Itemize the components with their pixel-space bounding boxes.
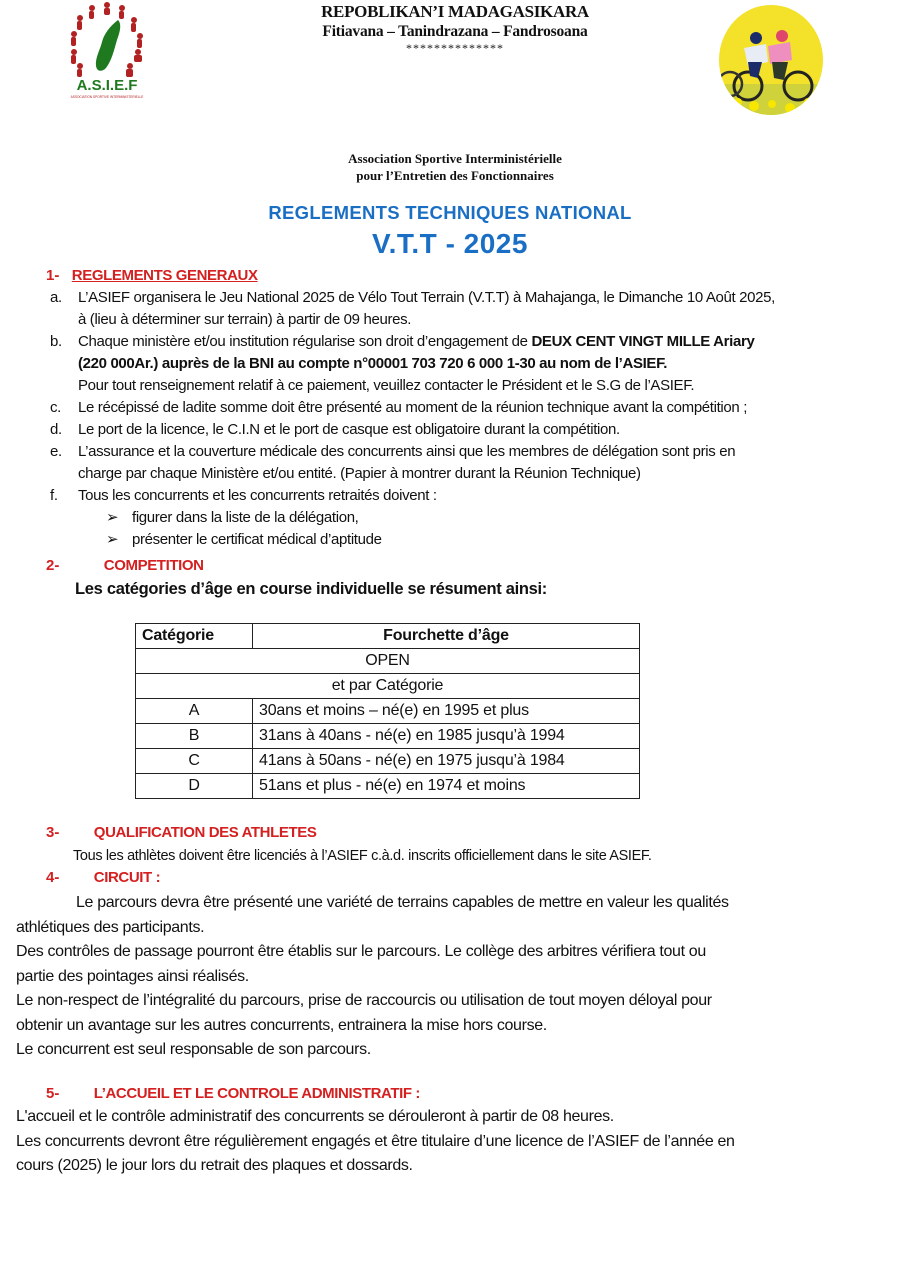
arrow-bullet-icon: ➢ [106, 531, 119, 548]
section-1-list: a. L’ASIEF organisera le Jeu National 2025 de Vélo Tout Terrain (V.T.T) à Mahajanga, le Dimanche 10 Août 2025, à (lieu à déterminer sur terrain) à partir de 09 heures. b. Chaque ministère et/ou institution régularise son droit d’engagement de DEUX CENT VINGT MILLE Ariary (220 000Ar.) auprès de la BNI au compte n°00001 703 720 6 000 1-30 au nom de l’ASIEF. Pour tout renseignement relatif à ce paiement, veuillez contacter le Président et le S.G de l’ASIEF. c. Le récépissé de ladite somme doit être présenté au moment de la réunion technique avant la compétition ; d. Le port de la licence, le C.I.N et le port de casque est obligatoire durant la compétition. e. L’assurance et la couverture médicale des concurrents ainsi que les membres de délégation sont pris en charge par chaque Ministère et/ou entité. (Papier à montrer durant la Réunion Technique) f. Tous les concurrents et les concurrents retraités doivent : ➢ figurer dans la liste de la délégation, ➢ présenter le certificat médical d’aptitude [50, 287, 775, 551]
table-header-row [136, 624, 640, 649]
list-item-c: c. Le récépissé de ladite somme doit être présenté au moment de la réunion technique avant la compétition ; [50, 399, 748, 416]
section-5-heading: 5- L’ACCUEIL ET LE CONTROLE ADMINISTRATIF : [46, 1085, 421, 1102]
table-row: C 41ans à 50ans - né(e) en 1975 jusqu’à 1984 [136, 749, 640, 774]
bullet-item: ➢ figurer dans la liste de la délégation, [50, 507, 775, 529]
cyclists-photo [718, 4, 824, 116]
association-name [0, 150, 910, 184]
svg-text:ASSOCIATION SPORTIVE INTERMINI: ASSOCIATION SPORTIVE INTERMINISTERIELLE [70, 95, 144, 99]
document-title: REGLEMENTS TECHNIQUES NATIONAL [268, 202, 632, 223]
section-4-title: CIRCUIT : [93, 869, 161, 886]
table-row: A 30ans et moins – né(e) en 1995 et plus [136, 699, 640, 724]
fee-amount: DEUX CENT VINGT MILLE Ariary [531, 333, 755, 350]
list-item-f: f. Tous les concurrents et les concurrents retraités doivent : [50, 487, 437, 504]
table-row: D 51ans et plus - né(e) en 1974 et moins [136, 774, 640, 799]
list-item-e: e. L’assurance et la couverture médicale des concurrents ainsi que les membres de délégation sont pris en [50, 443, 736, 460]
svg-text:A.S.I.E.F: A.S.I.E.F [76, 77, 138, 94]
table-row: et par Catégorie [136, 674, 640, 699]
stars-separator: ************** [406, 41, 504, 55]
association-line-1: Association Sportive Interministérielle [348, 151, 562, 166]
age-category-table [135, 623, 640, 799]
section-3-text: Tous les athlètes doivent être licenciés à l’ASIEF c.à.d. inscrits officiellement dans le site ASIEF. [73, 848, 652, 864]
bullet-item: ➢ présenter le certificat médical d’aptitude [50, 529, 775, 551]
section-2-title: COMPETITION [103, 557, 204, 574]
list-item-a: a. L’ASIEF organisera le Jeu National 2025 de Vélo Tout Terrain (V.T.T) à Mahajanga, le Dimanche 10 Août 2025, [50, 289, 775, 306]
cyclists-photo-icon [718, 4, 824, 116]
national-motto: Fitiavana – Tanindrazana – Fandrosoana [322, 23, 588, 40]
column-header-category: Catégorie [136, 624, 253, 649]
open-category: OPEN [136, 649, 640, 674]
section-3-heading: 3- QUALIFICATION DES ATHLETES [46, 824, 317, 841]
document-subtitle: V.T.T - 2025 [372, 228, 528, 259]
section-4-text: Le parcours devra être présenté une variété de terrains capables de mettre en valeur les qualités athlétiques des participants. Des contrôles de passage pourront être établis sur le parcours. Le collège des arbitres vérifiera tout ou partie des pointages ainsi réalisés. Le non-respect de l’intégralité du parcours, prise de raccourcis ou utilisation de tout moyen déloyal pour obtenir un avantage sur les autres concurrents, entrainera la mise hors course. Le concurrent est seul responsable de son parcours. [16, 894, 729, 1058]
column-header-age-range: Fourchette d’âge [253, 624, 640, 649]
section-5-title: L’ACCUEIL ET LE CONTROLE ADMINISTRATIF : [93, 1085, 421, 1102]
section-3-title: QUALIFICATION DES ATHLETES [93, 824, 317, 841]
table-row: B 31ans à 40ans - né(e) en 1985 jusqu’à 1994 [136, 724, 640, 749]
section-1-heading: 1- REGLEMENTS GENERAUX [46, 267, 258, 284]
section-5-text: L'accueil et le contrôle administratif des concurrents se dérouleront à partir de 08 heures. Les concurrents devront être régulièrement engagés et être titulaire d’une licence de l’ASIEF de l’année en cours (2025) le jour lors du retrait des plaques et dossards. [16, 1108, 735, 1174]
section-4-heading: 4- CIRCUIT : [46, 869, 161, 886]
section-2-subtitle: Les catégories d’âge en course individuelle se résument ainsi: [75, 580, 547, 598]
list-item-b: b. Chaque ministère et/ou institution régularise son droit d’engagement de DEUX CENT VINGT MILLE Ariary [50, 333, 755, 350]
section-2-heading: 2- COMPETITION [46, 557, 204, 574]
country-name: REPOBLIKAN’I MADAGASIKARA [321, 2, 589, 21]
table-row [136, 649, 640, 674]
association-line-2: pour l’Entretien des Fonctionnaires [356, 168, 554, 183]
list-item-d: d. Le port de la licence, le C.I.N et le port de casque est obligatoire durant la compétition. [50, 421, 620, 438]
bank-account-info: (220 000Ar.) auprès de la BNI au compte n°00001 703 720 6 000 1-30 au nom de l’ASIEF. [78, 355, 668, 372]
section-1-title: REGLEMENTS GENERAUX [71, 267, 258, 284]
arrow-bullet-icon: ➢ [106, 509, 119, 526]
